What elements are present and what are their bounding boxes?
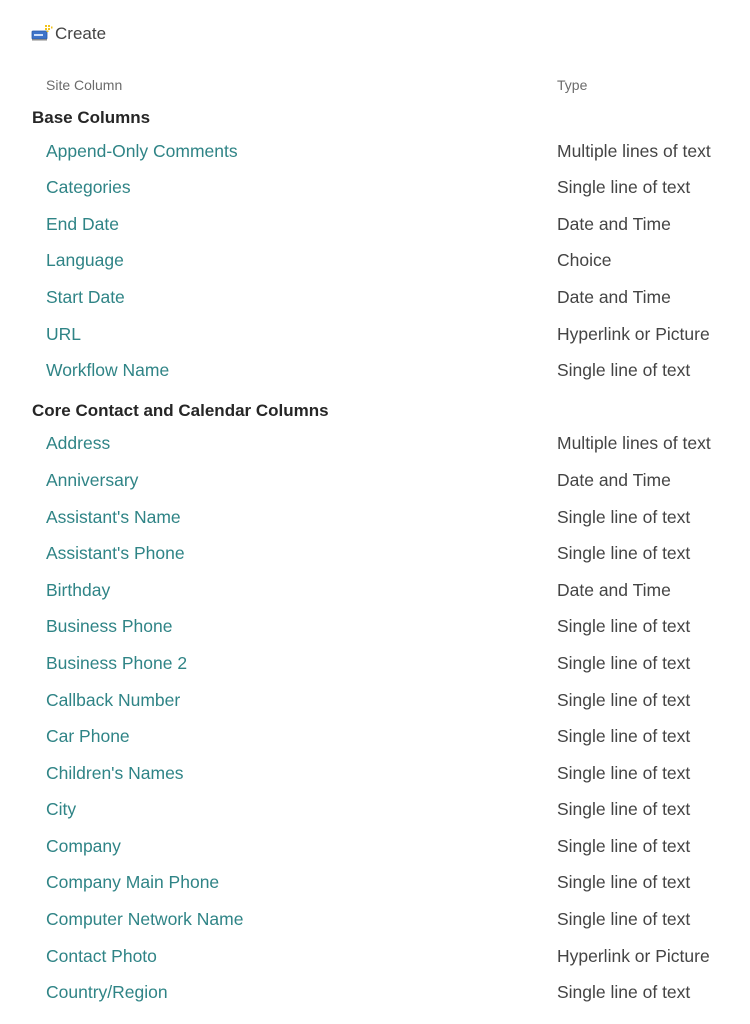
column-type: Single line of text	[557, 689, 691, 710]
table-row	[0, 976, 750, 1013]
site-column-link[interactable]: Country/Region	[46, 982, 168, 1003]
site-column-cell	[46, 872, 219, 893]
column-type: Single line of text	[557, 616, 691, 637]
table-row	[0, 647, 750, 684]
site-column-cell	[46, 653, 187, 674]
site-column-link[interactable]: End Date	[46, 213, 119, 234]
column-type: Hyperlink or Picture	[557, 323, 710, 344]
table-header	[0, 72, 750, 98]
column-type: Date and Time	[557, 579, 671, 600]
table-row	[0, 940, 750, 977]
site-column-link[interactable]: Anniversary	[46, 469, 139, 490]
site-column-cell	[46, 726, 130, 747]
site-column-cell	[46, 946, 157, 967]
site-column-link[interactable]: Computer Network Name	[46, 909, 244, 930]
group-title: Core Contact and Calendar Columns	[32, 400, 329, 420]
column-type: Single line of text	[557, 506, 691, 527]
group-header	[0, 98, 750, 135]
site-column-cell	[46, 250, 124, 271]
site-column-link[interactable]: Company	[46, 835, 121, 856]
site-column-link[interactable]: Workflow Name	[46, 360, 170, 381]
site-column-link[interactable]: Contact Photo	[46, 945, 157, 966]
group-title: Base Columns	[32, 108, 151, 127]
site-column-link[interactable]: Address	[46, 433, 111, 454]
site-column-link[interactable]: Language	[46, 250, 124, 271]
create-label: Create	[55, 24, 107, 43]
table-row	[0, 427, 750, 464]
column-header-type[interactable]: Type	[557, 77, 588, 93]
group-header	[0, 391, 750, 428]
groups-container	[0, 98, 750, 1013]
site-column-link[interactable]: Append-Only Comments	[46, 140, 238, 161]
site-column-link[interactable]: Car Phone	[46, 726, 130, 747]
column-type: Single line of text	[557, 652, 691, 673]
table-row	[0, 866, 750, 903]
site-columns-table	[0, 72, 750, 1013]
table-row	[0, 135, 750, 172]
table-row	[0, 501, 750, 538]
column-type: Date and Time	[557, 469, 671, 490]
site-column-link[interactable]: Start Date	[46, 286, 125, 307]
site-column-link[interactable]: Birthday	[46, 579, 111, 600]
column-type: Choice	[557, 250, 612, 271]
site-column-cell	[46, 763, 184, 784]
table-row	[0, 830, 750, 867]
table-row	[0, 610, 750, 647]
table-row	[0, 720, 750, 757]
column-type: Single line of text	[557, 762, 691, 783]
site-column-cell	[46, 177, 131, 198]
new-column-icon	[31, 24, 53, 44]
site-column-cell	[46, 214, 119, 235]
column-type: Single line of text	[557, 360, 691, 381]
site-column-link[interactable]: Categories	[46, 177, 131, 198]
site-column-cell	[46, 470, 138, 491]
site-column-cell	[46, 433, 110, 454]
site-column-cell	[46, 909, 243, 930]
site-column-cell	[46, 580, 110, 601]
column-header-site-column[interactable]: Site Column	[46, 77, 123, 93]
table-row	[0, 684, 750, 721]
site-column-cell	[46, 543, 185, 564]
column-type: Single line of text	[557, 909, 691, 930]
table-row	[0, 537, 750, 574]
site-column-cell	[46, 799, 76, 820]
table-row	[0, 793, 750, 830]
column-type: Single line of text	[557, 799, 691, 820]
site-column-link[interactable]: Assistant's Name	[46, 506, 181, 527]
site-column-link[interactable]: Assistant's Phone	[46, 543, 185, 564]
column-type: Single line of text	[557, 543, 691, 564]
table-row	[0, 244, 750, 281]
site-column-cell	[46, 360, 169, 381]
site-column-link[interactable]: Business Phone 2	[46, 652, 188, 673]
table-row	[0, 757, 750, 794]
create-button[interactable]	[31, 22, 106, 46]
table-row	[0, 464, 750, 501]
site-column-cell	[46, 141, 238, 162]
column-type: Date and Time	[557, 286, 671, 307]
site-column-cell	[46, 836, 121, 857]
table-row	[0, 574, 750, 611]
site-column-cell	[46, 690, 180, 711]
column-type: Single line of text	[557, 982, 691, 1003]
site-column-link[interactable]: Callback Number	[46, 689, 181, 710]
column-type: Single line of text	[557, 726, 691, 747]
column-type: Single line of text	[557, 835, 691, 856]
table-row	[0, 318, 750, 355]
column-type: Multiple lines of text	[557, 433, 711, 454]
table-row	[0, 171, 750, 208]
column-type: Single line of text	[557, 177, 691, 198]
table-row	[0, 903, 750, 940]
table-row	[0, 354, 750, 391]
table-row	[0, 281, 750, 318]
site-column-link[interactable]: Children's Names	[46, 762, 184, 783]
site-column-cell	[46, 324, 81, 345]
column-type: Hyperlink or Picture	[557, 945, 710, 966]
column-type: Single line of text	[557, 872, 691, 893]
table-row	[0, 208, 750, 245]
column-type: Multiple lines of text	[557, 140, 711, 161]
column-type: Date and Time	[557, 213, 671, 234]
site-column-link[interactable]: City	[46, 799, 77, 820]
site-column-link[interactable]: Business Phone	[46, 616, 173, 637]
site-column-link[interactable]: URL	[46, 323, 82, 344]
site-column-link[interactable]: Company Main Phone	[46, 872, 220, 893]
site-column-cell	[46, 507, 181, 528]
site-column-cell	[46, 287, 125, 308]
site-column-cell	[46, 982, 168, 1003]
site-column-cell	[46, 616, 172, 637]
